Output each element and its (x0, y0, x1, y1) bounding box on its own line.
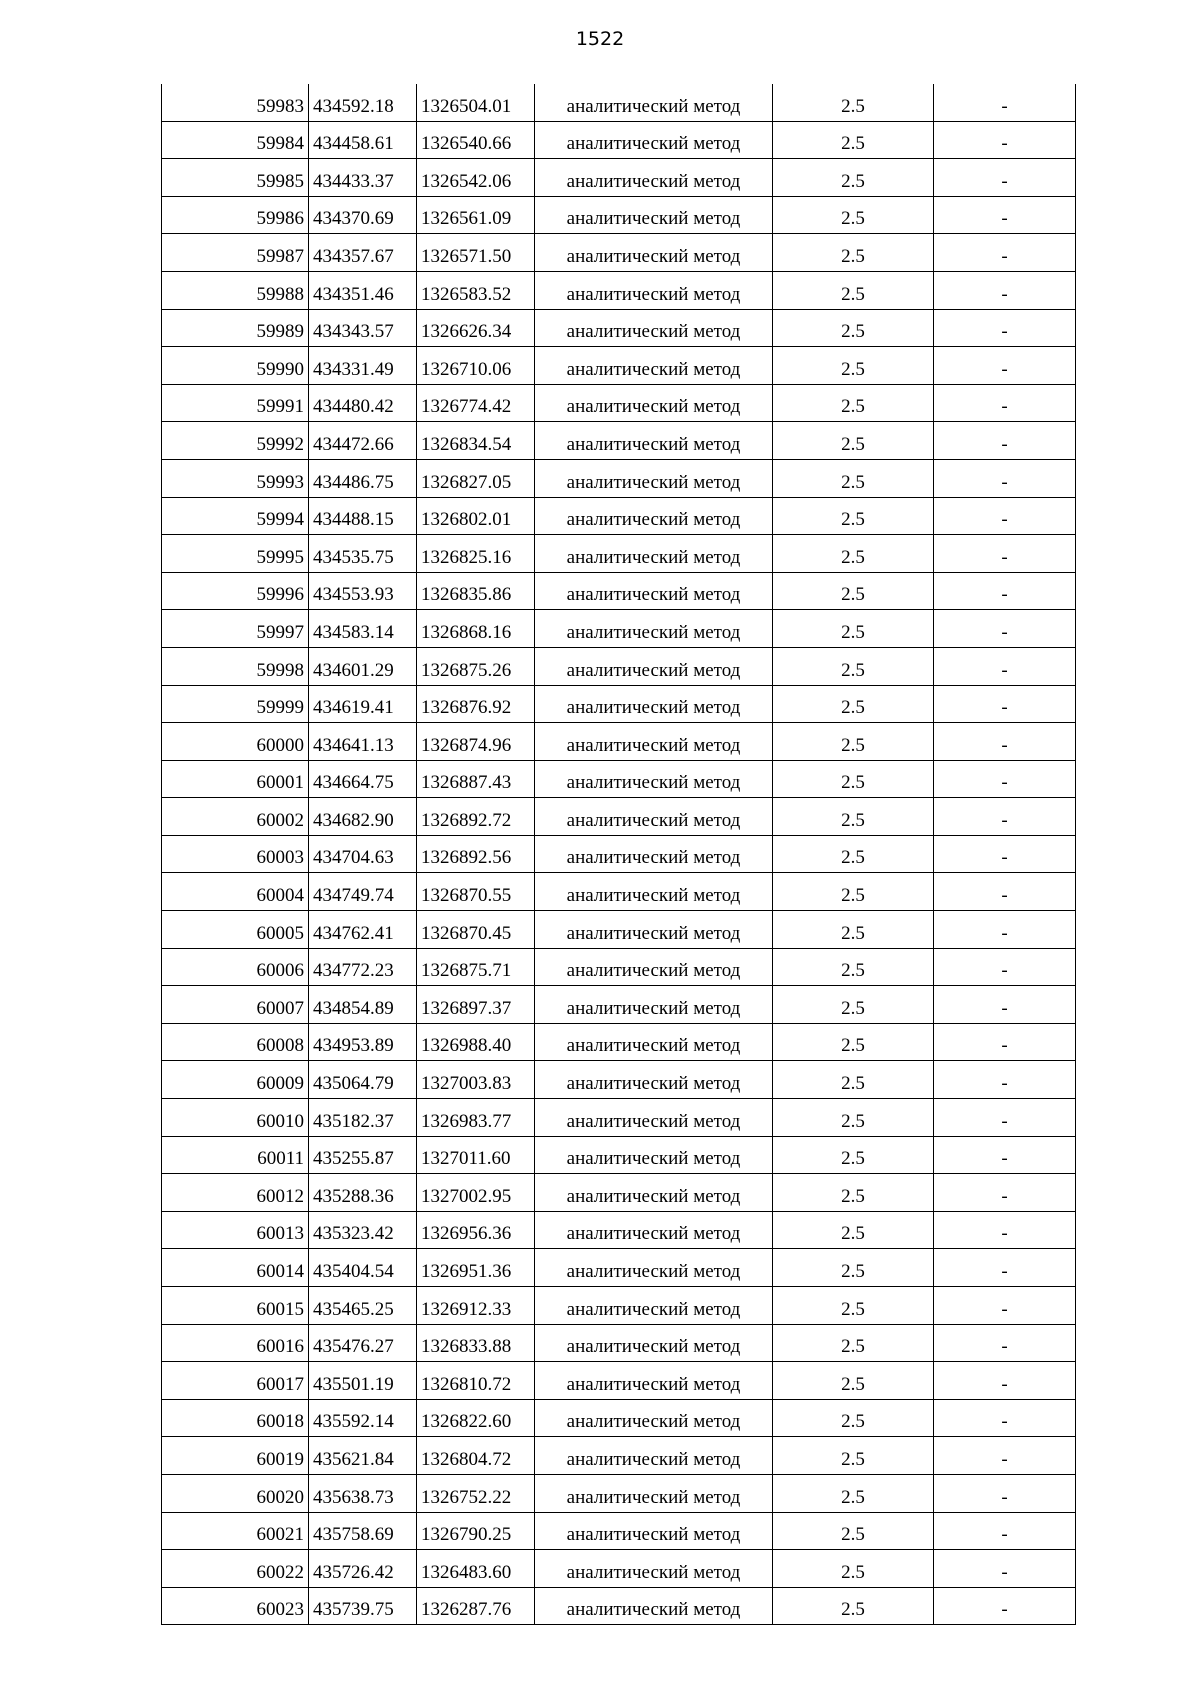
point-number-cell: 60023 (162, 1587, 309, 1625)
note-cell: - (934, 1587, 1076, 1625)
accuracy-cell: 2.5 (773, 1550, 934, 1588)
accuracy-cell: 2.5 (773, 234, 934, 272)
point-number-cell: 60004 (162, 873, 309, 911)
table-row (162, 347, 1076, 385)
point-number-cell: 60012 (162, 1174, 309, 1212)
note-cell: - (934, 1324, 1076, 1362)
accuracy-cell: 2.5 (773, 309, 934, 347)
table-row (162, 685, 1076, 723)
point-number-cell: 60013 (162, 1211, 309, 1249)
x-coordinate-cell: 435621.84 (309, 1437, 417, 1475)
accuracy-cell: 2.5 (773, 1512, 934, 1550)
y-coordinate-cell: 1327002.95 (417, 1174, 535, 1212)
point-number-cell: 60011 (162, 1136, 309, 1174)
y-coordinate-cell: 1327011.60 (417, 1136, 535, 1174)
accuracy-cell: 2.5 (773, 572, 934, 610)
accuracy-cell: 2.5 (773, 1474, 934, 1512)
table-row (162, 1023, 1076, 1061)
y-coordinate-cell: 1326897.37 (417, 986, 535, 1024)
y-coordinate-cell: 1326876.92 (417, 685, 535, 723)
method-cell: аналитический метод (535, 84, 773, 121)
accuracy-cell: 2.5 (773, 459, 934, 497)
table-row (162, 911, 1076, 949)
table-row (162, 572, 1076, 610)
point-number-cell: 60021 (162, 1512, 309, 1550)
x-coordinate-cell: 435255.87 (309, 1136, 417, 1174)
table-row (162, 986, 1076, 1024)
x-coordinate-cell: 434535.75 (309, 535, 417, 573)
y-coordinate-cell: 1326834.54 (417, 422, 535, 460)
method-cell: аналитический метод (535, 271, 773, 309)
point-number-cell: 59999 (162, 685, 309, 723)
y-coordinate-cell: 1326875.26 (417, 647, 535, 685)
method-cell: аналитический метод (535, 647, 773, 685)
point-number-cell: 59994 (162, 497, 309, 535)
y-coordinate-cell: 1326287.76 (417, 1587, 535, 1625)
y-coordinate-cell: 1326827.05 (417, 459, 535, 497)
x-coordinate-cell: 434458.61 (309, 121, 417, 159)
method-cell: аналитический метод (535, 497, 773, 535)
x-coordinate-cell: 435465.25 (309, 1287, 417, 1325)
y-coordinate-cell: 1326825.16 (417, 535, 535, 573)
point-number-cell: 59984 (162, 121, 309, 159)
y-coordinate-cell: 1326983.77 (417, 1099, 535, 1137)
y-coordinate-cell: 1326752.22 (417, 1474, 535, 1512)
point-number-cell: 59989 (162, 309, 309, 347)
accuracy-cell: 2.5 (773, 610, 934, 648)
table-row (162, 535, 1076, 573)
method-cell: аналитический метод (535, 1136, 773, 1174)
method-cell: аналитический метод (535, 572, 773, 610)
point-number-cell: 60008 (162, 1023, 309, 1061)
accuracy-cell: 2.5 (773, 271, 934, 309)
accuracy-cell: 2.5 (773, 1211, 934, 1249)
table-row (162, 1512, 1076, 1550)
y-coordinate-cell: 1326802.01 (417, 497, 535, 535)
note-cell: - (934, 535, 1076, 573)
method-cell: аналитический метод (535, 1362, 773, 1400)
table-row (162, 309, 1076, 347)
table-row (162, 1249, 1076, 1287)
point-number-cell: 59998 (162, 647, 309, 685)
note-cell: - (934, 1174, 1076, 1212)
table-row (162, 1136, 1076, 1174)
table-row (162, 196, 1076, 234)
point-number-cell: 60020 (162, 1474, 309, 1512)
accuracy-cell: 2.5 (773, 1437, 934, 1475)
x-coordinate-cell: 434704.63 (309, 835, 417, 873)
accuracy-cell: 2.5 (773, 873, 934, 911)
table-row (162, 1362, 1076, 1400)
x-coordinate-cell: 434480.42 (309, 384, 417, 422)
note-cell: - (934, 1023, 1076, 1061)
point-number-cell: 60000 (162, 723, 309, 761)
table-row (162, 422, 1076, 460)
x-coordinate-cell: 434343.57 (309, 309, 417, 347)
x-coordinate-cell: 435064.79 (309, 1061, 417, 1099)
accuracy-cell: 2.5 (773, 1324, 934, 1362)
accuracy-cell: 2.5 (773, 835, 934, 873)
y-coordinate-cell: 1326833.88 (417, 1324, 535, 1362)
x-coordinate-cell: 434357.67 (309, 234, 417, 272)
x-coordinate-cell: 434488.15 (309, 497, 417, 535)
y-coordinate-cell: 1326870.45 (417, 911, 535, 949)
x-coordinate-cell: 435404.54 (309, 1249, 417, 1287)
x-coordinate-cell: 434553.93 (309, 572, 417, 610)
y-coordinate-cell: 1326874.96 (417, 723, 535, 761)
method-cell: аналитический метод (535, 1587, 773, 1625)
method-cell: аналитический метод (535, 798, 773, 836)
accuracy-cell: 2.5 (773, 84, 934, 121)
point-number-cell: 59991 (162, 384, 309, 422)
y-coordinate-cell: 1326790.25 (417, 1512, 535, 1550)
y-coordinate-cell: 1326892.72 (417, 798, 535, 836)
point-number-cell: 60005 (162, 911, 309, 949)
y-coordinate-cell: 1326892.56 (417, 835, 535, 873)
x-coordinate-cell: 434486.75 (309, 459, 417, 497)
table-row (162, 798, 1076, 836)
note-cell: - (934, 911, 1076, 949)
note-cell: - (934, 1136, 1076, 1174)
x-coordinate-cell: 435323.42 (309, 1211, 417, 1249)
note-cell: - (934, 84, 1076, 121)
note-cell: - (934, 1399, 1076, 1437)
point-number-cell: 60015 (162, 1287, 309, 1325)
method-cell: аналитический метод (535, 1249, 773, 1287)
note-cell: - (934, 459, 1076, 497)
y-coordinate-cell: 1326875.71 (417, 948, 535, 986)
method-cell: аналитический метод (535, 422, 773, 460)
method-cell: аналитический метод (535, 1061, 773, 1099)
note-cell: - (934, 384, 1076, 422)
x-coordinate-cell: 434664.75 (309, 760, 417, 798)
table-row (162, 1287, 1076, 1325)
note-cell: - (934, 121, 1076, 159)
accuracy-cell: 2.5 (773, 1362, 934, 1400)
method-cell: аналитический метод (535, 685, 773, 723)
accuracy-cell: 2.5 (773, 159, 934, 197)
x-coordinate-cell: 435182.37 (309, 1099, 417, 1137)
note-cell: - (934, 986, 1076, 1024)
point-number-cell: 60017 (162, 1362, 309, 1400)
x-coordinate-cell: 434854.89 (309, 986, 417, 1024)
table-row (162, 873, 1076, 911)
y-coordinate-cell: 1326710.06 (417, 347, 535, 385)
accuracy-cell: 2.5 (773, 1249, 934, 1287)
table-row (162, 1211, 1076, 1249)
note-cell: - (934, 647, 1076, 685)
note-cell: - (934, 271, 1076, 309)
x-coordinate-cell: 434592.18 (309, 84, 417, 121)
table-row (162, 835, 1076, 873)
table-row (162, 723, 1076, 761)
page-number: 1522 (575, 28, 625, 50)
y-coordinate-cell: 1326835.86 (417, 572, 535, 610)
table-row (162, 234, 1076, 272)
accuracy-cell: 2.5 (773, 1136, 934, 1174)
accuracy-cell: 2.5 (773, 1174, 934, 1212)
table-row (162, 159, 1076, 197)
note-cell: - (934, 309, 1076, 347)
x-coordinate-cell: 434601.29 (309, 647, 417, 685)
method-cell: аналитический метод (535, 535, 773, 573)
x-coordinate-cell: 434433.37 (309, 159, 417, 197)
point-number-cell: 60003 (162, 835, 309, 873)
method-cell: аналитический метод (535, 1287, 773, 1325)
y-coordinate-cell: 1326956.36 (417, 1211, 535, 1249)
note-cell: - (934, 760, 1076, 798)
method-cell: аналитический метод (535, 1099, 773, 1137)
accuracy-cell: 2.5 (773, 798, 934, 836)
point-number-cell: 59992 (162, 422, 309, 460)
note-cell: - (934, 572, 1076, 610)
y-coordinate-cell: 1326583.52 (417, 271, 535, 309)
y-coordinate-cell: 1326504.01 (417, 84, 535, 121)
y-coordinate-cell: 1326571.50 (417, 234, 535, 272)
table-row (162, 647, 1076, 685)
y-coordinate-cell: 1326868.16 (417, 610, 535, 648)
y-coordinate-cell: 1327003.83 (417, 1061, 535, 1099)
accuracy-cell: 2.5 (773, 1023, 934, 1061)
table-row (162, 459, 1076, 497)
accuracy-cell: 2.5 (773, 347, 934, 385)
y-coordinate-cell: 1326951.36 (417, 1249, 535, 1287)
table-row (162, 1174, 1076, 1212)
method-cell: аналитический метод (535, 1437, 773, 1475)
point-number-cell: 59985 (162, 159, 309, 197)
accuracy-cell: 2.5 (773, 384, 934, 422)
point-number-cell: 60009 (162, 1061, 309, 1099)
point-number-cell: 59983 (162, 84, 309, 121)
note-cell: - (934, 798, 1076, 836)
method-cell: аналитический метод (535, 1211, 773, 1249)
accuracy-cell: 2.5 (773, 685, 934, 723)
y-coordinate-cell: 1326870.55 (417, 873, 535, 911)
point-number-cell: 59987 (162, 234, 309, 272)
method-cell: аналитический метод (535, 1174, 773, 1212)
note-cell: - (934, 1474, 1076, 1512)
table-row (162, 1437, 1076, 1475)
point-number-cell: 59990 (162, 347, 309, 385)
table-row (162, 1061, 1076, 1099)
note-cell: - (934, 1512, 1076, 1550)
table-row (162, 1550, 1076, 1588)
y-coordinate-cell: 1326561.09 (417, 196, 535, 234)
y-coordinate-cell: 1326542.06 (417, 159, 535, 197)
x-coordinate-cell: 434749.74 (309, 873, 417, 911)
coordinates-table-body (162, 84, 1076, 1625)
x-coordinate-cell: 435501.19 (309, 1362, 417, 1400)
y-coordinate-cell: 1326988.40 (417, 1023, 535, 1061)
method-cell: аналитический метод (535, 121, 773, 159)
note-cell: - (934, 835, 1076, 873)
method-cell: аналитический метод (535, 459, 773, 497)
note-cell: - (934, 347, 1076, 385)
y-coordinate-cell: 1326804.72 (417, 1437, 535, 1475)
y-coordinate-cell: 1326810.72 (417, 1362, 535, 1400)
note-cell: - (934, 610, 1076, 648)
table-row (162, 271, 1076, 309)
point-number-cell: 59986 (162, 196, 309, 234)
x-coordinate-cell: 435638.73 (309, 1474, 417, 1512)
point-number-cell: 60018 (162, 1399, 309, 1437)
method-cell: аналитический метод (535, 723, 773, 761)
method-cell: аналитический метод (535, 911, 773, 949)
y-coordinate-cell: 1326822.60 (417, 1399, 535, 1437)
x-coordinate-cell: 434682.90 (309, 798, 417, 836)
table-row (162, 1474, 1076, 1512)
method-cell: аналитический метод (535, 309, 773, 347)
method-cell: аналитический метод (535, 159, 773, 197)
x-coordinate-cell: 435739.75 (309, 1587, 417, 1625)
note-cell: - (934, 723, 1076, 761)
note-cell: - (934, 234, 1076, 272)
note-cell: - (934, 159, 1076, 197)
x-coordinate-cell: 435288.36 (309, 1174, 417, 1212)
accuracy-cell: 2.5 (773, 422, 934, 460)
accuracy-cell: 2.5 (773, 948, 934, 986)
x-coordinate-cell: 434762.41 (309, 911, 417, 949)
point-number-cell: 59993 (162, 459, 309, 497)
point-number-cell: 60001 (162, 760, 309, 798)
accuracy-cell: 2.5 (773, 1061, 934, 1099)
method-cell: аналитический метод (535, 986, 773, 1024)
point-number-cell: 60016 (162, 1324, 309, 1362)
accuracy-cell: 2.5 (773, 196, 934, 234)
table-row (162, 121, 1076, 159)
point-number-cell: 60006 (162, 948, 309, 986)
note-cell: - (934, 1362, 1076, 1400)
accuracy-cell: 2.5 (773, 1287, 934, 1325)
table-row (162, 84, 1076, 121)
method-cell: аналитический метод (535, 384, 773, 422)
note-cell: - (934, 1287, 1076, 1325)
accuracy-cell: 2.5 (773, 535, 934, 573)
point-number-cell: 60010 (162, 1099, 309, 1137)
note-cell: - (934, 685, 1076, 723)
accuracy-cell: 2.5 (773, 911, 934, 949)
y-coordinate-cell: 1326540.66 (417, 121, 535, 159)
x-coordinate-cell: 435726.42 (309, 1550, 417, 1588)
x-coordinate-cell: 434641.13 (309, 723, 417, 761)
note-cell: - (934, 1211, 1076, 1249)
table-row (162, 497, 1076, 535)
note-cell: - (934, 422, 1076, 460)
accuracy-cell: 2.5 (773, 1587, 934, 1625)
accuracy-cell: 2.5 (773, 723, 934, 761)
point-number-cell: 60002 (162, 798, 309, 836)
method-cell: аналитический метод (535, 1399, 773, 1437)
table-row (162, 1099, 1076, 1137)
table-row (162, 1587, 1076, 1625)
table-row (162, 1399, 1076, 1437)
point-number-cell: 60007 (162, 986, 309, 1024)
method-cell: аналитический метод (535, 610, 773, 648)
y-coordinate-cell: 1326483.60 (417, 1550, 535, 1588)
accuracy-cell: 2.5 (773, 1099, 934, 1137)
table-row (162, 760, 1076, 798)
method-cell: аналитический метод (535, 1023, 773, 1061)
coordinates-table (161, 84, 1076, 1625)
accuracy-cell: 2.5 (773, 497, 934, 535)
x-coordinate-cell: 435592.14 (309, 1399, 417, 1437)
note-cell: - (934, 1437, 1076, 1475)
x-coordinate-cell: 435476.27 (309, 1324, 417, 1362)
x-coordinate-cell: 434331.49 (309, 347, 417, 385)
method-cell: аналитический метод (535, 347, 773, 385)
method-cell: аналитический метод (535, 1474, 773, 1512)
note-cell: - (934, 1061, 1076, 1099)
method-cell: аналитический метод (535, 196, 773, 234)
point-number-cell: 60019 (162, 1437, 309, 1475)
accuracy-cell: 2.5 (773, 986, 934, 1024)
note-cell: - (934, 873, 1076, 911)
x-coordinate-cell: 435758.69 (309, 1512, 417, 1550)
point-number-cell: 59995 (162, 535, 309, 573)
method-cell: аналитический метод (535, 234, 773, 272)
table-row (162, 384, 1076, 422)
table-row (162, 948, 1076, 986)
note-cell: - (934, 1099, 1076, 1137)
y-coordinate-cell: 1326912.33 (417, 1287, 535, 1325)
point-number-cell: 59996 (162, 572, 309, 610)
note-cell: - (934, 948, 1076, 986)
x-coordinate-cell: 434619.41 (309, 685, 417, 723)
note-cell: - (934, 196, 1076, 234)
point-number-cell: 60022 (162, 1550, 309, 1588)
accuracy-cell: 2.5 (773, 121, 934, 159)
x-coordinate-cell: 434472.66 (309, 422, 417, 460)
method-cell: аналитический метод (535, 1512, 773, 1550)
point-number-cell: 60014 (162, 1249, 309, 1287)
y-coordinate-cell: 1326887.43 (417, 760, 535, 798)
method-cell: аналитический метод (535, 873, 773, 911)
y-coordinate-cell: 1326626.34 (417, 309, 535, 347)
table-row (162, 610, 1076, 648)
point-number-cell: 59997 (162, 610, 309, 648)
y-coordinate-cell: 1326774.42 (417, 384, 535, 422)
x-coordinate-cell: 434953.89 (309, 1023, 417, 1061)
method-cell: аналитический метод (535, 835, 773, 873)
note-cell: - (934, 1550, 1076, 1588)
accuracy-cell: 2.5 (773, 1399, 934, 1437)
method-cell: аналитический метод (535, 1550, 773, 1588)
x-coordinate-cell: 434370.69 (309, 196, 417, 234)
accuracy-cell: 2.5 (773, 647, 934, 685)
point-number-cell: 59988 (162, 271, 309, 309)
table-row (162, 1324, 1076, 1362)
method-cell: аналитический метод (535, 948, 773, 986)
x-coordinate-cell: 434772.23 (309, 948, 417, 986)
accuracy-cell: 2.5 (773, 760, 934, 798)
note-cell: - (934, 1249, 1076, 1287)
method-cell: аналитический метод (535, 760, 773, 798)
method-cell: аналитический метод (535, 1324, 773, 1362)
x-coordinate-cell: 434583.14 (309, 610, 417, 648)
x-coordinate-cell: 434351.46 (309, 271, 417, 309)
note-cell: - (934, 497, 1076, 535)
